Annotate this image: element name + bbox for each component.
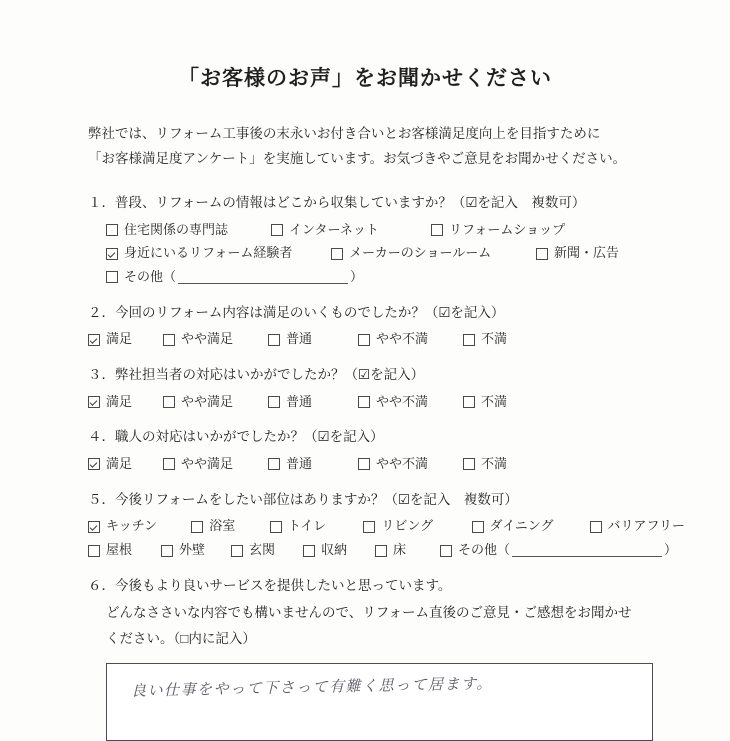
question-1-options [88, 219, 685, 289]
checkbox-icon[interactable] [536, 248, 548, 260]
checkbox-icon[interactable] [270, 521, 282, 533]
checkbox-icon[interactable] [463, 396, 475, 408]
checkbox-icon[interactable] [375, 545, 387, 557]
question-6-line-1: 今後もより良いサービスを提供したいと思っています。 [115, 577, 452, 593]
free-comment-box[interactable] [106, 663, 653, 741]
option-checkbox-item[interactable] [463, 391, 507, 414]
option-label: 浴室 [209, 518, 236, 534]
question-4 [88, 426, 685, 475]
option-label: その他（ [124, 269, 177, 285]
option-label: インターネット [289, 221, 379, 237]
option-checkbox-item[interactable] [106, 219, 271, 242]
checkbox-icon[interactable] [161, 545, 173, 557]
option-checkbox-item[interactable] [472, 515, 590, 538]
checkbox-icon[interactable] [472, 521, 484, 533]
option-checkbox-item[interactable] [88, 515, 191, 538]
option-label: やや不満 [376, 456, 429, 472]
option-checkbox-item[interactable] [106, 242, 331, 265]
option-label: 不満 [481, 456, 508, 472]
option-label: 普通 [286, 393, 313, 409]
option-label: トイレ [287, 518, 327, 534]
question-4-title [88, 426, 685, 448]
option-checkbox-item[interactable] [331, 242, 536, 265]
option-checkbox-item[interactable] [590, 515, 685, 538]
checkbox-icon-checked[interactable] [88, 334, 100, 346]
option-row [88, 453, 685, 476]
page-title: 「お客様のお声」をお聞かせください [178, 67, 552, 90]
option-checkbox-item[interactable] [268, 453, 358, 476]
option-label: その他（ [458, 542, 511, 558]
option-label: 床 [393, 542, 407, 558]
option-checkbox-item[interactable] [88, 453, 163, 476]
option-checkbox-item[interactable] [303, 539, 375, 562]
question-5-text: 今後リフォームをしたい部位はありますか？（☑を記入 複数可） [115, 491, 518, 507]
option-label: ダイニング [489, 518, 554, 534]
question-5-title [88, 489, 685, 511]
option-label: やや満足 [181, 331, 234, 347]
option-row [106, 219, 685, 242]
checkbox-icon[interactable] [431, 224, 443, 236]
checkbox-icon[interactable] [363, 521, 375, 533]
option-checkbox-item-other[interactable] [440, 539, 510, 562]
option-row [106, 266, 685, 289]
option-checkbox-item[interactable] [88, 328, 163, 351]
option-checkbox-item[interactable] [270, 515, 363, 538]
option-label: 新聞・広告 [554, 245, 620, 261]
option-label: メーカーのショールーム [349, 245, 492, 261]
question-6-title [88, 575, 685, 597]
option-checkbox-item[interactable] [463, 453, 507, 476]
option-checkbox-item[interactable] [191, 515, 270, 538]
checkbox-icon-checked[interactable] [88, 396, 100, 408]
option-label: バリアフリー [607, 518, 685, 534]
question-2-text: 今回のリフォーム内容は満足のいくものでしたか？（☑を記入） [115, 304, 505, 320]
option-row [106, 242, 685, 265]
option-label: 満足 [106, 331, 133, 347]
question-2-options [88, 328, 685, 351]
option-checkbox-item[interactable] [231, 539, 303, 562]
question-2 [88, 302, 685, 351]
question-3-text: 弊社担当者の対応はいかがでしたか？（☑を記入） [115, 367, 425, 383]
checkbox-icon[interactable] [106, 271, 118, 283]
option-label: キッチン [106, 518, 158, 534]
other-text-input[interactable] [512, 544, 662, 557]
checkbox-icon[interactable] [271, 224, 283, 236]
option-label: リフォームショップ [449, 221, 566, 237]
option-label: 不満 [481, 393, 508, 409]
question-5-number: ５． [88, 491, 115, 507]
option-label: やや不満 [376, 331, 429, 347]
option-checkbox-item[interactable] [536, 242, 619, 265]
checkbox-icon[interactable] [88, 545, 100, 557]
question-3-number: ３． [88, 367, 115, 383]
question-1-text: 普段、リフォームの情報はどこから収集していますか？（☑を記入 複数可） [115, 194, 586, 210]
checkbox-icon[interactable] [331, 248, 343, 260]
checkbox-icon[interactable] [463, 458, 475, 470]
option-row [88, 539, 685, 562]
question-3-title [88, 364, 685, 386]
option-label: 収納 [321, 542, 348, 558]
option-label: 外壁 [179, 542, 206, 558]
question-1-number: １． [88, 194, 115, 210]
checkbox-icon[interactable] [358, 396, 370, 408]
option-checkbox-item[interactable] [163, 391, 268, 414]
option-label: 玄関 [249, 542, 276, 558]
option-label: やや満足 [181, 393, 234, 409]
question-2-number: ２． [88, 304, 115, 320]
option-checkbox-item[interactable] [358, 453, 463, 476]
question-6-line-2: どんなささいな内容でも構いませんので、リフォーム直後のご意見・ご感想をお聞かせ [106, 604, 632, 620]
option-label: 不満 [481, 331, 508, 347]
checkbox-icon[interactable] [268, 458, 280, 470]
other-text-input[interactable] [178, 271, 348, 284]
checkbox-icon[interactable] [590, 521, 602, 533]
option-label: 屋根 [106, 542, 133, 558]
option-label-suffix: ） [350, 269, 364, 285]
option-checkbox-item[interactable] [363, 515, 471, 538]
checkbox-icon[interactable] [358, 334, 370, 346]
checkbox-icon-checked[interactable] [106, 248, 118, 260]
checkbox-icon-checked[interactable] [88, 521, 100, 533]
checkbox-icon[interactable] [191, 521, 203, 533]
question-4-text: 職人の対応はいかがでしたか？（☑を記入） [115, 429, 384, 445]
question-1-title [88, 192, 685, 214]
checkbox-icon-checked[interactable] [88, 458, 100, 470]
option-label: 普通 [286, 331, 313, 347]
question-3 [88, 364, 685, 413]
option-checkbox-item[interactable] [88, 539, 161, 562]
option-row [88, 515, 685, 538]
question-6-number: ６． [88, 577, 115, 593]
option-checkbox-item[interactable] [268, 328, 358, 351]
intro-paragraph [0, 122, 730, 172]
option-checkbox-item[interactable] [268, 391, 358, 414]
option-label: 満足 [106, 456, 133, 472]
option-checkbox-item[interactable] [375, 539, 440, 562]
option-checkbox-item[interactable] [163, 328, 268, 351]
option-checkbox-item[interactable] [463, 328, 507, 351]
checkbox-icon[interactable] [303, 545, 315, 557]
option-label: 普通 [286, 456, 313, 472]
question-1 [88, 192, 685, 289]
option-checkbox-item-other[interactable] [106, 266, 176, 289]
question-6 [88, 575, 685, 650]
option-label: リビング [381, 518, 434, 534]
option-checkbox-item[interactable] [88, 391, 163, 414]
option-checkbox-item[interactable] [271, 219, 431, 242]
question-2-title [88, 302, 685, 324]
checkbox-icon[interactable] [268, 396, 280, 408]
checkbox-icon[interactable] [163, 458, 175, 470]
checkbox-icon[interactable] [106, 224, 118, 236]
option-label: 満足 [106, 393, 133, 409]
option-label: 住宅関係の専門誌 [124, 221, 229, 237]
option-checkbox-item[interactable] [161, 539, 231, 562]
checkbox-icon[interactable] [231, 545, 243, 557]
option-label-suffix: ） [664, 542, 678, 558]
question-5 [88, 489, 685, 562]
option-label: やや不満 [376, 393, 429, 409]
question-3-options [88, 391, 685, 414]
checkbox-icon[interactable] [163, 334, 175, 346]
question-5-options [88, 515, 685, 562]
question-4-options [88, 453, 685, 476]
question-6-line-3: ください。（□内に記入） [106, 631, 256, 647]
option-label: 身近にいるリフォーム経験者 [124, 245, 293, 261]
checkbox-icon[interactable] [268, 334, 280, 346]
option-label: やや満足 [181, 456, 234, 472]
checkbox-icon[interactable] [440, 545, 452, 557]
intro-line-1: 弊社では、リフォーム工事後の末永いお付き合いとお客様満足度向上を目指すために [88, 126, 601, 141]
question-4-number: ４． [88, 429, 115, 445]
option-row [88, 391, 685, 414]
questions-list [0, 192, 730, 650]
intro-line-2: 「お客様満足度アンケート」を実施しています。お気づきやご意見をお聞かせください。 [88, 150, 627, 166]
checkbox-icon[interactable] [463, 334, 475, 346]
option-checkbox-item[interactable] [431, 219, 565, 242]
checkbox-icon[interactable] [358, 458, 370, 470]
checkbox-icon[interactable] [163, 396, 175, 408]
option-checkbox-item[interactable] [358, 328, 463, 351]
option-checkbox-item[interactable] [358, 391, 463, 414]
option-checkbox-item[interactable] [163, 453, 268, 476]
option-row [88, 328, 685, 351]
handwritten-answer: 良い仕事をやって下さって有難く思って居ます。 [130, 673, 493, 700]
